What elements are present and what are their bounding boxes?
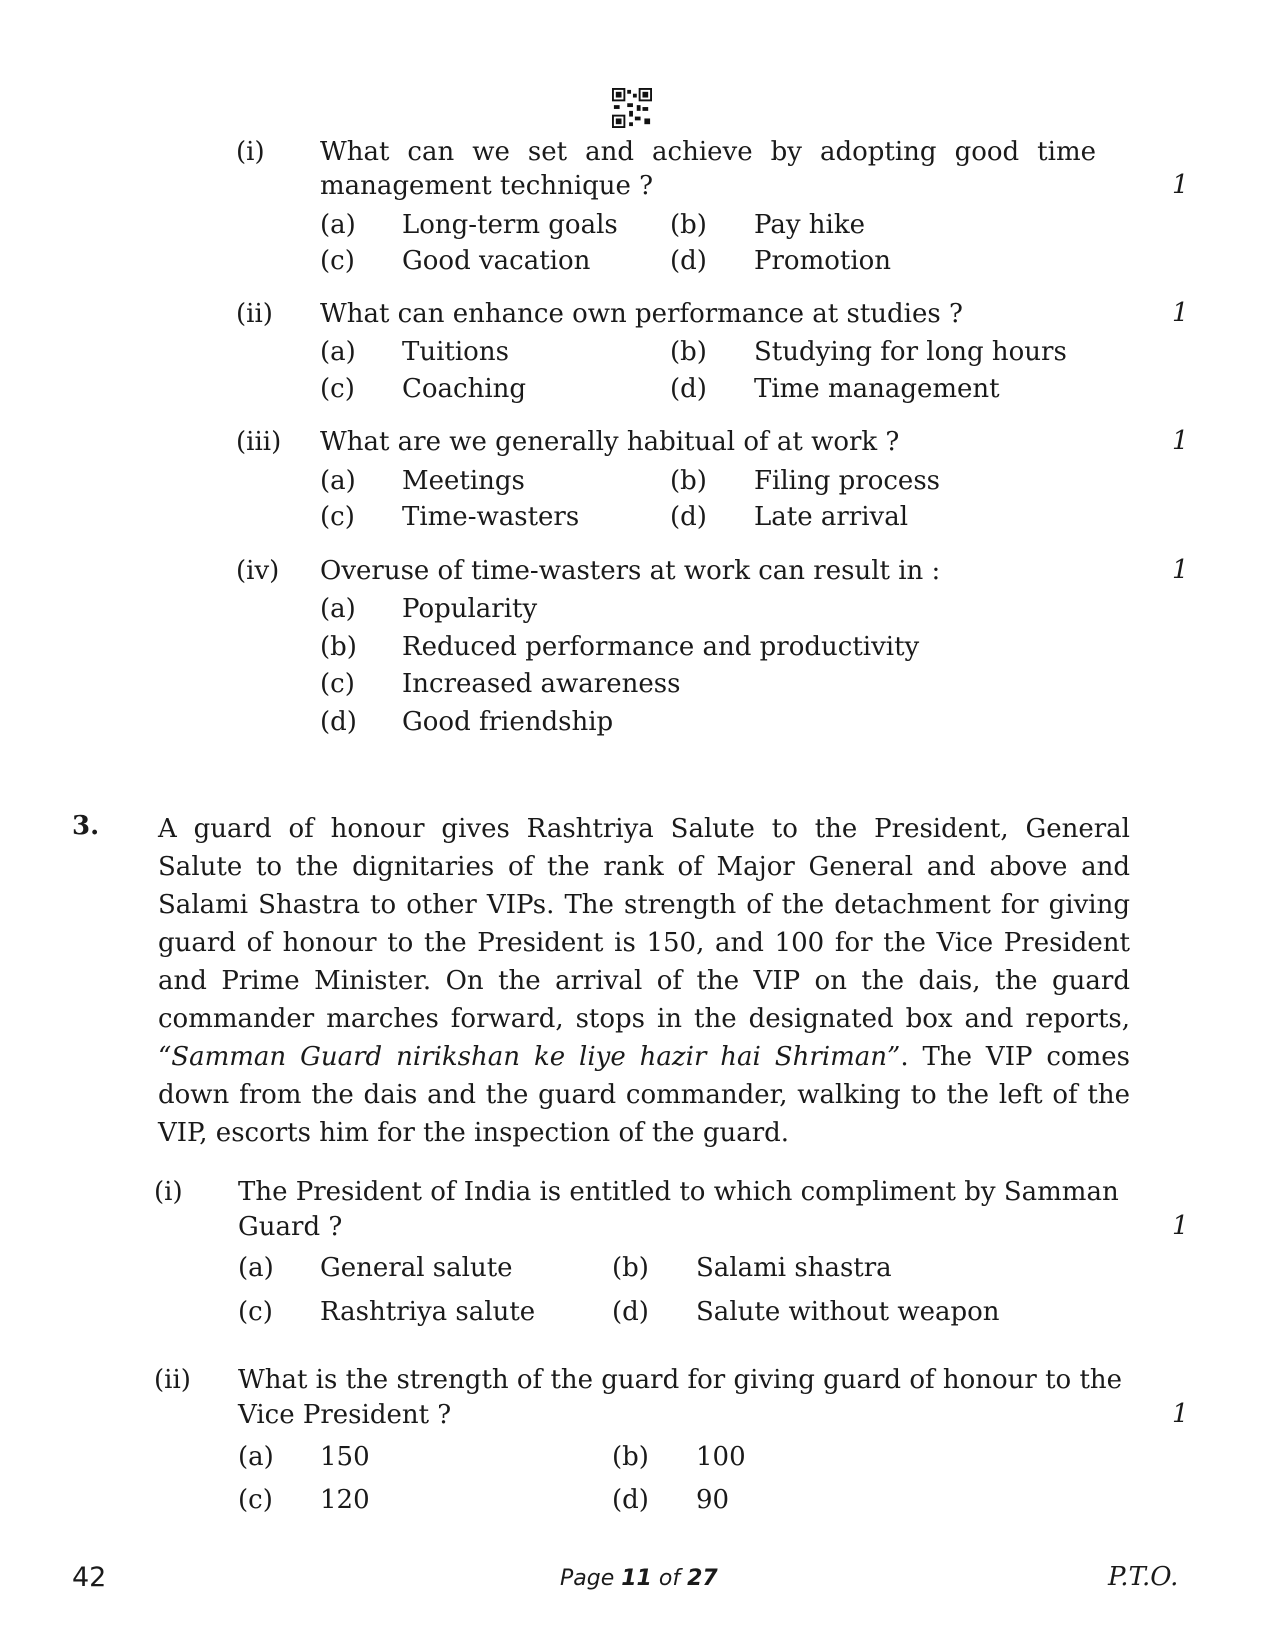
option-text: 120 — [320, 1485, 370, 1515]
marks: 1 — [1172, 1399, 1189, 1429]
option-text: Reduced performance and productivity — [402, 632, 920, 662]
marks: 1 — [1172, 426, 1189, 456]
question-text: Overuse of time-wasters at work can result in : — [320, 556, 941, 586]
option-label: (d) — [670, 374, 707, 404]
page-total: 27 — [687, 1566, 718, 1591]
question-text: What are we generally habitual of at work ? — [320, 427, 900, 457]
option-text: Promotion — [754, 246, 892, 276]
page-number: 11 — [621, 1566, 652, 1591]
option-label: (b) — [612, 1442, 649, 1472]
option-text: Good friendship — [402, 707, 614, 737]
option-text: Good vacation — [402, 246, 591, 276]
question-number: (i) — [154, 1177, 183, 1207]
page-indicator — [560, 1566, 718, 1591]
option-label: (a) — [320, 337, 356, 367]
question-text: Vice President ? — [238, 1400, 452, 1430]
question-text: What is the strength of the guard for giving guard of honour to the — [238, 1365, 1123, 1395]
passage-text: A guard of honour gives Rashtriya Salute to the President, General Salute to the dignitaries of the rank of Major General and above and Salami Shastra to other VIPs. The strength of the detachment for giving guard of honour to the President is 150, and 100 for the Vice President and Prime Minister. On the arrival of the VIP on the dais, the guard commander marches forward, stops in the designated box and reports, — [158, 814, 1130, 1034]
option-label: (c) — [320, 502, 355, 532]
option-text: Tuitions — [402, 337, 509, 367]
question-number: (iv) — [236, 556, 280, 586]
option-text: Salami shastra — [696, 1253, 892, 1283]
page-of: of — [651, 1566, 688, 1591]
option-text: Increased awareness — [402, 669, 681, 699]
question-text: What can we set and achieve by adopting good time — [320, 137, 1096, 167]
passage-quote: “Samman Guard nirikshan ke liye hazir hai Shriman” — [158, 1042, 901, 1072]
option-text: Meetings — [402, 466, 525, 496]
option-text: Long-term goals — [402, 210, 618, 240]
option-text: Coaching — [402, 374, 527, 404]
option-text: 150 — [320, 1442, 370, 1472]
option-label: (c) — [238, 1485, 273, 1515]
option-text: Studying for long hours — [754, 337, 1067, 367]
option-text: Filing process — [754, 466, 940, 496]
option-label: (b) — [612, 1253, 649, 1283]
option-label: (d) — [670, 246, 707, 276]
option-label: (d) — [320, 707, 357, 737]
question-text: What can enhance own performance at studies ? — [320, 299, 963, 329]
option-label: (c) — [320, 246, 355, 276]
option-label: (a) — [238, 1442, 274, 1472]
option-text: Rashtriya salute — [320, 1297, 536, 1327]
option-text: 90 — [696, 1485, 730, 1515]
option-label: (a) — [238, 1253, 274, 1283]
passage — [158, 810, 1130, 1152]
option-label: (b) — [670, 210, 707, 240]
option-label: (c) — [320, 374, 355, 404]
marks: 1 — [1172, 298, 1189, 328]
question-number: (ii) — [236, 299, 273, 329]
question-text: The President of India is entitled to which compliment by Samman — [238, 1177, 1119, 1207]
option-label: (a) — [320, 466, 356, 496]
option-text: Late arrival — [754, 502, 909, 532]
option-text: Popularity — [402, 594, 538, 624]
paper-code: 42 — [72, 1562, 107, 1593]
option-text: General salute — [320, 1253, 513, 1283]
option-text: 100 — [696, 1442, 746, 1472]
page-prefix: Page — [560, 1566, 622, 1591]
option-label: (d) — [612, 1485, 649, 1515]
option-label: (a) — [320, 594, 356, 624]
option-label: (b) — [670, 337, 707, 367]
option-label: (b) — [670, 466, 707, 496]
option-label: (d) — [612, 1297, 649, 1327]
question-number-3: 3. — [72, 811, 100, 841]
option-label: (a) — [320, 210, 356, 240]
option-text: Salute without weapon — [696, 1297, 1000, 1327]
marks: 1 — [1172, 555, 1189, 585]
question-text: management technique ? — [320, 171, 654, 201]
option-label: (d) — [670, 502, 707, 532]
pto-label: P.T.O. — [1108, 1562, 1179, 1592]
marks: 1 — [1172, 170, 1189, 200]
qr-code-icon — [612, 88, 652, 128]
option-text: Pay hike — [754, 210, 865, 240]
option-label: (c) — [238, 1297, 273, 1327]
option-label: (b) — [320, 632, 357, 662]
option-text: Time-wasters — [402, 502, 580, 532]
question-number: (i) — [236, 137, 265, 167]
question-number: (ii) — [154, 1365, 191, 1395]
question-text: Guard ? — [238, 1212, 343, 1242]
marks: 1 — [1172, 1211, 1189, 1241]
passage-text: . The VIP comes down from the dais and the guard commander, walking to the left of the VIP, escorts him for the inspection of the guard. — [158, 1042, 1131, 1148]
question-number: (iii) — [236, 427, 282, 457]
option-text: Time management — [754, 374, 1000, 404]
option-label: (c) — [320, 669, 355, 699]
